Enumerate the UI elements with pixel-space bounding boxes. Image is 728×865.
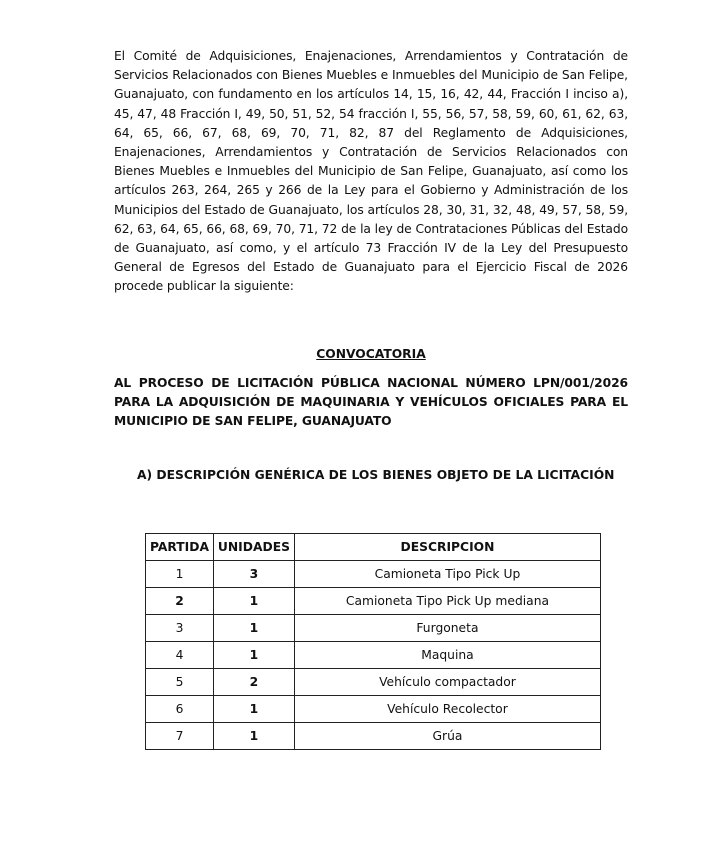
cell-descripcion: Grúa — [294, 723, 600, 750]
intro-paragraph: El Comité de Adquisiciones, Enajenaciones, Arrendamientos y Contratación de Servicios Relacionados con Bienes Muebles e Inmuebles del Municipio de San Felipe, Guanajuato, con fundamento en los artículos 14, 15, 16, 42, 44, Fracción I inciso a), 45, 47, 48 Fracción I, 49, 50, 51, 52, 54 fracción I, 55, 56, 57, 58, 59, 60, 61, 62, 63, 64, 65, 66, 67, 68, 69, 70, 71, 82, 87 del Reglamento de Adquisiciones, Enajenaciones, Arrendamientos y Contratación de Servicios Relacionados con Bienes Muebles e Inmuebles del Municipio de San Felipe, Guanajuato, así como los artículos 263, 264, 265 y 266 de la Ley para el Gobierno y Administración de los Municipios del Estado de Guanajuato, los artículos 28, 30, 31, 32, 48, 49, 57, 58, 59, 62, 63, 64, 65, 66, 68, 69, 70, 71, 72 de la ley de Contrataciones Públicas del Estado de Guanajuato, así como, y el artículo 73 Fracción IV de la Ley del Presupuesto General de Egresos del Estado de Guanajuato para el Ejercicio Fiscal de 2026 procede publicar la siguiente: — [114, 49, 628, 294]
cell-partida: 4 — [146, 642, 214, 669]
cell-descripcion: Camioneta Tipo Pick Up — [294, 561, 600, 588]
table-row — [146, 615, 601, 642]
document-subtitle: AL PROCESO DE LICITACIÓN PÚBLICA NACIONAL NÚMERO LPN/001/2026 PARA LA ADQUISICIÓN DE MAQUINARIA Y VEHÍCULOS OFICIALES PARA EL MUNICIPIO DE SAN FELIPE, GUANAJUATO — [114, 376, 628, 429]
cell-descripcion: Maquina — [294, 642, 600, 669]
cell-unidades: 3 — [213, 561, 294, 588]
cell-partida: 6 — [146, 696, 214, 723]
cell-unidades: 1 — [213, 696, 294, 723]
header-descripcion: DESCRIPCION — [294, 534, 600, 561]
cell-partida: 2 — [146, 588, 214, 615]
cell-unidades: 1 — [213, 588, 294, 615]
header-unidades: UNIDADES — [213, 534, 294, 561]
table-row — [146, 669, 601, 696]
section-heading: A) DESCRIPCIÓN GENÉRICA DE LOS BIENES OBJETO DE LA LICITACIÓN — [137, 468, 615, 482]
table-row — [146, 561, 601, 588]
cell-unidades: 1 — [213, 723, 294, 750]
cell-descripcion: Vehículo Recolector — [294, 696, 600, 723]
table-row — [146, 723, 601, 750]
cell-descripcion: Vehículo compactador — [294, 669, 600, 696]
cell-descripcion: Camioneta Tipo Pick Up mediana — [294, 588, 600, 615]
cell-unidades: 2 — [213, 669, 294, 696]
goods-table — [145, 533, 601, 750]
header-partida: PARTIDA — [146, 534, 214, 561]
table-header-row — [146, 534, 601, 561]
document-title: CONVOCATORIA — [316, 347, 426, 361]
cell-unidades: 1 — [213, 642, 294, 669]
table-row — [146, 696, 601, 723]
cell-unidades: 1 — [213, 615, 294, 642]
cell-partida: 1 — [146, 561, 214, 588]
table-row — [146, 588, 601, 615]
cell-partida: 7 — [146, 723, 214, 750]
table-row — [146, 642, 601, 669]
cell-partida: 3 — [146, 615, 214, 642]
cell-partida: 5 — [146, 669, 214, 696]
cell-descripcion: Furgoneta — [294, 615, 600, 642]
